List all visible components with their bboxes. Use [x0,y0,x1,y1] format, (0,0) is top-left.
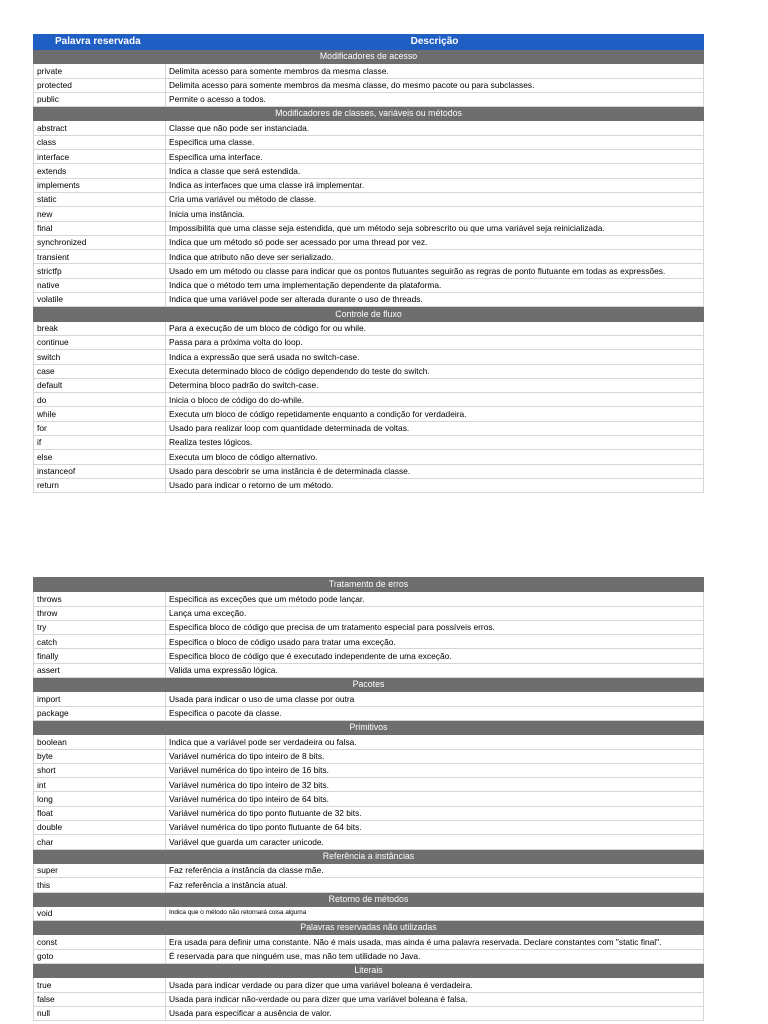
description-cell: Variável numérica do tipo inteiro de 64 bits. [166,792,704,806]
keyword-cell: import [34,692,166,706]
keyword-cell: assert [34,663,166,677]
section-title: Tratamento de erros [34,578,704,592]
keyword-cell: for [34,421,166,435]
keyword-cell: char [34,835,166,849]
description-cell: Indica que um método só pode ser acessado por uma thread por vez. [166,235,704,249]
description-cell: Faz referência a instância atual. [166,878,704,892]
description-cell: Executa um bloco de código alternativo. [166,450,704,464]
table-row [34,364,704,378]
description-cell: Variável que guarda um caracter unicode. [166,835,704,849]
table-row [34,278,704,292]
table-row [34,978,704,992]
table-row [34,436,704,450]
table-body [34,50,704,493]
table-row [34,878,704,892]
description-cell: Usado em um método ou classe para indicar que os pontos flutuantes seguirão as regras de ponto flutuante em todas as expressões. [166,264,704,278]
header-keyword: Palavra reservada [34,35,166,50]
keyword-cell: boolean [34,735,166,749]
keyword-cell: catch [34,635,166,649]
table-row [34,407,704,421]
description-cell: Classe que não pode ser instanciada. [166,121,704,135]
table-row [34,821,704,835]
keyword-cell: strictfp [34,264,166,278]
table-row [34,293,704,307]
keyword-cell: const [34,935,166,949]
description-cell: Especifica uma classe. [166,135,704,149]
keyword-cell: new [34,207,166,221]
description-cell: Variável numérica do tipo ponto flutuante de 64 bits. [166,821,704,835]
table-row [34,735,704,749]
keyword-cell: throws [34,592,166,606]
table-row [34,207,704,221]
table-row [34,78,704,92]
keyword-cell: extends [34,164,166,178]
table-row [34,592,704,606]
section-header-row [34,892,704,906]
section-title: Modificadores de acesso [34,50,704,64]
keyword-cell: do [34,393,166,407]
description-cell: Determina bloco padrão do switch-case. [166,378,704,392]
table-row [34,692,704,706]
keyword-cell: else [34,450,166,464]
table-row [34,806,704,820]
keyword-cell: short [34,763,166,777]
table-row [34,1006,704,1020]
keyword-cell: continue [34,335,166,349]
description-cell: Usado para descobrir se uma instância é de determinada classe. [166,464,704,478]
keyword-cell: default [34,378,166,392]
header-description: Descrição [166,35,704,50]
keyword-cell: null [34,1006,166,1020]
table-row [34,450,704,464]
section-header-row [34,107,704,121]
description-cell: É reservada para que ninguém use, mas não tem utilidade no Java. [166,949,704,963]
keyword-cell: long [34,792,166,806]
keyword-cell: class [34,135,166,149]
description-cell: Para a execução de um bloco de código for ou while. [166,321,704,335]
table-row [34,478,704,492]
keyword-cell: static [34,192,166,206]
section-header-row [34,921,704,935]
table-row [34,250,704,264]
table-row [34,706,704,720]
keyword-cell: instanceof [34,464,166,478]
section-title: Literais [34,964,704,978]
section-title: Modificadores de classes, variáveis ou métodos [34,107,704,121]
description-cell: Variável numérica do tipo ponto flutuante de 32 bits. [166,806,704,820]
section-header-row [34,849,704,863]
table-row [34,121,704,135]
table-row [34,192,704,206]
keyword-cell: double [34,821,166,835]
keyword-cell: void [34,906,166,920]
section-title: Palavras reservadas não utilizadas [34,921,704,935]
description-cell: Usado para realizar loop com quantidade determinada de voltas. [166,421,704,435]
description-cell: Delimita acesso para somente membros da mesma classe, do mesmo pacote ou para subclasses. [166,78,704,92]
description-cell: Inicia uma instância. [166,207,704,221]
section-header-row [34,678,704,692]
keyword-cell: byte [34,749,166,763]
description-cell: Usada para indicar verdade ou para dizer que uma variável boleana é verdadeira. [166,978,704,992]
table-row [34,150,704,164]
table-row [34,835,704,849]
description-cell: Cria uma variável ou método de classe. [166,192,704,206]
keyword-cell: goto [34,949,166,963]
table-row [34,749,704,763]
description-cell: Realiza testes lógicos. [166,436,704,450]
keyword-cell: private [34,64,166,78]
description-cell: Inicia o bloco de código do do-while. [166,393,704,407]
section-title: Pacotes [34,678,704,692]
table-row [34,264,704,278]
keyword-cell: int [34,778,166,792]
table-row [34,321,704,335]
description-cell: Variável numérica do tipo inteiro de 32 bits. [166,778,704,792]
description-cell: Era usada para definir uma constante. Não é mais usada, mas ainda é uma palavra reservada. Declare constantes com "static final". [166,935,704,949]
keyword-cell: while [34,407,166,421]
table-row [34,949,704,963]
section-header-row [34,578,704,592]
description-cell: Executa determinado bloco de código dependendo do teste do switch. [166,364,704,378]
table-row [34,792,704,806]
table-row [34,335,704,349]
description-cell: Usada para especificar a ausência de valor. [166,1006,704,1020]
keyword-cell: if [34,436,166,450]
table-header-row [34,35,704,50]
section-title: Primitivos [34,720,704,734]
section-header-row [34,307,704,321]
keyword-cell: switch [34,350,166,364]
table-body [34,578,704,1021]
keyword-cell: public [34,92,166,106]
description-cell: Usada para indicar não-verdade ou para dizer que uma variável boleana é falsa. [166,992,704,1006]
keyword-cell: interface [34,150,166,164]
description-cell: Faz referência a instância da classe mãe. [166,863,704,877]
keyword-cell: super [34,863,166,877]
description-cell: Lança uma exceção. [166,606,704,620]
table-row [34,393,704,407]
keyword-cell: break [34,321,166,335]
table-row [34,221,704,235]
description-cell: Impossibilita que uma classe seja estendida, que um método seja sobrescrito ou que uma variável seja reinicializada. [166,221,704,235]
keyword-cell: float [34,806,166,820]
reserved-words-table-2 [33,577,704,1021]
description-cell: Especifica bloco de código que é executado independente de uma exceção. [166,649,704,663]
keyword-cell: synchronized [34,235,166,249]
table-row [34,992,704,1006]
table-row [34,863,704,877]
reserved-words-table-1 [33,34,704,493]
table-row [34,778,704,792]
description-cell: Indica que atributo não deve ser serializado. [166,250,704,264]
keyword-cell: try [34,620,166,634]
description-cell: Delimita acesso para somente membros da mesma classe. [166,64,704,78]
section-header-row [34,964,704,978]
table-row [34,649,704,663]
table-row [34,606,704,620]
table-row [34,235,704,249]
table-row [34,64,704,78]
keyword-cell: package [34,706,166,720]
description-cell: Indica a expressão que será usada no switch-case. [166,350,704,364]
keyword-cell: native [34,278,166,292]
keyword-cell: finally [34,649,166,663]
keyword-cell: protected [34,78,166,92]
description-cell: Valida uma expressão lógica. [166,663,704,677]
keyword-cell: abstract [34,121,166,135]
keyword-cell: return [34,478,166,492]
section-title: Retorno de métodos [34,892,704,906]
keyword-cell: volatile [34,293,166,307]
keyword-cell: implements [34,178,166,192]
table-row [34,378,704,392]
table-row [34,92,704,106]
table-row [34,135,704,149]
description-cell: Indica que o método tem uma implementação dependente da plataforma. [166,278,704,292]
table-row [34,464,704,478]
description-cell: Especifica uma interface. [166,150,704,164]
description-cell: Executa um bloco de código repetidamente enquanto a condição for verdadeira. [166,407,704,421]
description-cell: Especifica as exceções que um método pode lançar. [166,592,704,606]
table-row [34,906,704,920]
description-cell: Especifica o bloco de código usado para tratar uma exceção. [166,635,704,649]
section-header-row [34,720,704,734]
section-title: Referência a instâncias [34,849,704,863]
description-cell: Indica as interfaces que uma classe irá implementar. [166,178,704,192]
description-cell: Indica que uma variável pode ser alterada durante o uso de threads. [166,293,704,307]
keyword-cell: transient [34,250,166,264]
keyword-cell: case [34,364,166,378]
description-cell: Variável numérica do tipo inteiro de 8 bits. [166,749,704,763]
keyword-cell: final [34,221,166,235]
table-row [34,620,704,634]
keyword-cell: this [34,878,166,892]
table-row [34,421,704,435]
keyword-cell: false [34,992,166,1006]
description-cell: Passa para a próxima volta do loop. [166,335,704,349]
section-header-row [34,50,704,64]
keyword-cell: true [34,978,166,992]
table-row [34,935,704,949]
description-cell: Indica que o método não retornará coisa alguma [166,906,704,920]
table-row [34,763,704,777]
table-row [34,663,704,677]
table-row [34,635,704,649]
keyword-cell: throw [34,606,166,620]
description-cell: Permite o acesso a todos. [166,92,704,106]
description-cell: Variável numérica do tipo inteiro de 16 bits. [166,763,704,777]
description-cell: Usada para indicar o uso de uma classe por outra [166,692,704,706]
description-cell: Indica que a variável pode ser verdadeira ou falsa. [166,735,704,749]
description-cell: Usado para indicar o retorno de um método. [166,478,704,492]
table-row [34,350,704,364]
description-cell: Especifica o pacote da classe. [166,706,704,720]
section-title: Controle de fluxo [34,307,704,321]
description-cell: Indica a classe que será estendida. [166,164,704,178]
table-row [34,164,704,178]
description-cell: Especifica bloco de código que precisa de um tratamento especial para possíveis erros. [166,620,704,634]
table-row [34,178,704,192]
